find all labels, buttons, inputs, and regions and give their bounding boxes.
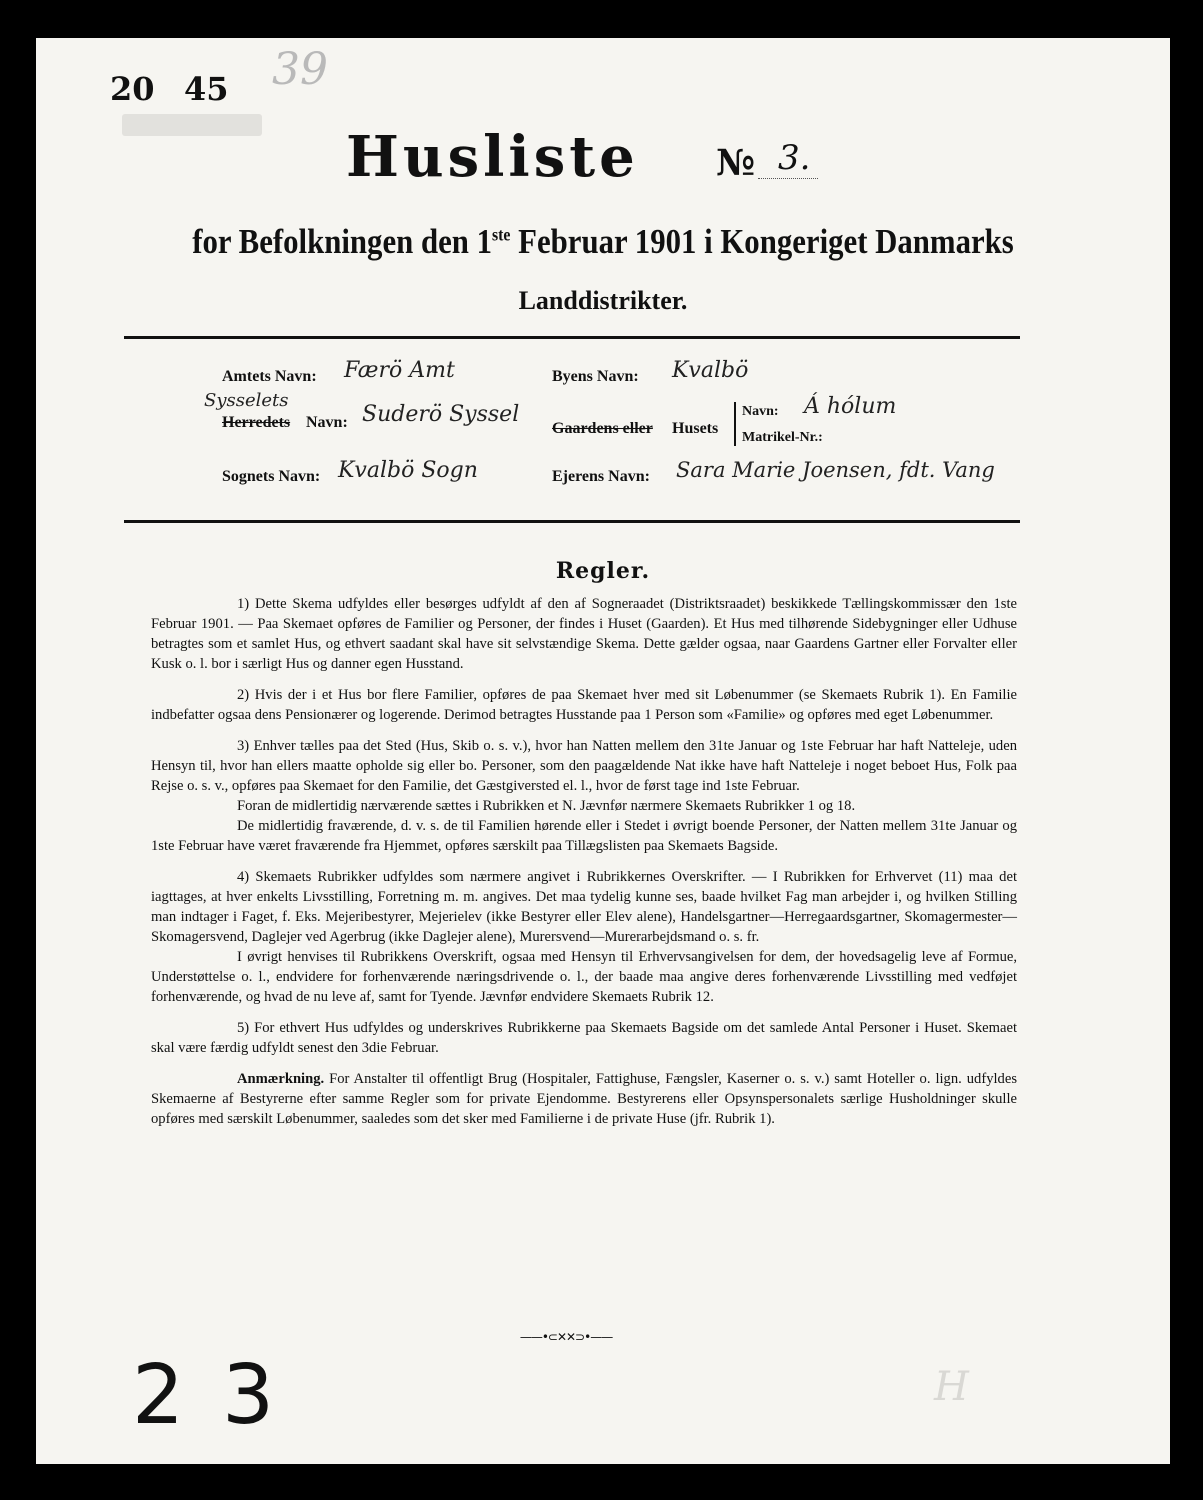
rule-2: 2) Hvis der i et Hus bor flere Familier, opføres de paa Skemaet hver med sit Løbenummer (se Skemaets Rubrik 1). En Familie indbefatter ogsaa dens Pensionærer og logerende. Derimod betragtes Husstande paa 1 Person som «Familie» og opføres med eget Løbenummer. <box>151 687 1017 723</box>
rule-1: 1) Dette Skema udfyldes eller besørges udfyldt af den af Sogneraadet (Distriktsraadet) beskikkede Tællingskommissær den 1ste Februar 1901. — Paa Skemaet opføres de Familier og Personer, der findes i Huset (Gaarden). Et Hus med tilhørende Sidebygninger eller Udhuse betragtes som et samlet Hus, og ethvert saadant skal have sit selvstændige Skema. Dette gælder ogsaa, naar Gaardens Gartner eller Forvalter eller Kusk o. l. bor i særligt Hus og danner egen Husstand. <box>151 596 1017 672</box>
fields-divider <box>124 520 1020 523</box>
amt-value: Færö Amt <box>344 358 455 383</box>
herred-value: Suderö Syssel <box>362 402 520 427</box>
amt-label: Amtets Navn: <box>222 368 317 385</box>
syssel-handwritten: Sysselets <box>204 390 289 411</box>
field-brace <box>734 402 736 446</box>
handwritten-number-1: 2 <box>132 1348 185 1443</box>
rule-3: 3) Enhver tælles paa det Sted (Hus, Skib o. s. v.), hvor han Natten mellem den 31te Januar og 1ste Februar har haft Natteleje, uden Hensyn til, hvor han ellers maatte opholde sig eller bo. Personer, som den paagældende Nat ikke have haft Natteleje i noget beboet Hus, Folk paa Rejse o. s. v., opføres paa Skemaet for den Familie, det Gæstgiversted el. l., hvor de først tage ind 1ste Februar. <box>151 738 1017 794</box>
pencil-number: 39 <box>272 44 328 95</box>
ejer-value: Sara Marie Joensen, fdt. Vang <box>676 458 995 482</box>
form-number-b: 45 <box>184 70 229 108</box>
rules-text <box>151 594 1017 1129</box>
matrikel-label: Matrikel-Nr.: <box>742 430 823 445</box>
herred-label: Navn: <box>306 414 348 431</box>
sogn-label: Sognets Navn: <box>222 468 321 485</box>
form-number-a: 20 <box>110 70 155 108</box>
husets-label: Husets <box>672 420 719 437</box>
rule-4: 4) Skemaets Rubrikker udfyldes som nærmere angivet i Rubrikkernes Overskrifter. — I Rubrikken for Erhvervet (11) maa det iagttages, at hver enkelts Livsstilling, Forretning m. m. angives. Det maa tydelig kunne ses, baade hvilket Fag man arbejder i, og hvilken Stilling man indtager i Faget, f. Eks. Mejeribestyrer, Mejerielev (ikke Bestyrer eller Elev alene), Handelsgartner—Herregaardsgartner, Skomagermester—Skomagersvend, Daglejer ved Agerbrug (ikke Daglejer alene), Murersvend—Murerarbejdsmand o. s. fr. <box>151 869 1017 945</box>
number-dotted-line <box>758 178 818 179</box>
navn-value: Á hólum <box>804 394 897 419</box>
by-value: Kvalbö <box>672 358 749 383</box>
gaard-label-struck: Gaardens eller <box>552 420 653 437</box>
annotation-label: Anmærkning. <box>237 1071 325 1087</box>
by-label: Byens Navn: <box>552 368 639 385</box>
census-form-page <box>36 38 1170 1464</box>
annotation-text: For Anstalter til offentligt Brug (Hospitaler, Fattighuse, Fængsler, Kaserner o. s. v.) samt Hoteller o. lign. udfyldes Skemaerne af Bestyrerne efter samme Regler som for private Ejendomme. Bestyrerens eller Opsynspersonalets særlige Husholdninger skulle opføres med særskilt Løbenummer, saaledes som det sker med Familierne i de private Huse (jfr. Rubrik 1). <box>151 1071 1017 1127</box>
list-number: 3. <box>778 138 811 178</box>
faint-stamp-mark <box>122 114 262 136</box>
ejer-label: Ejerens Navn: <box>552 468 650 485</box>
ornament-divider: ——•⊂✕✕⊃•—— <box>519 1330 613 1344</box>
handwritten-number-2: 3 <box>222 1348 275 1443</box>
navn-label: Navn: <box>742 404 779 419</box>
herred-label-struck: Herredets <box>222 414 291 431</box>
number-sign: № <box>716 142 756 184</box>
sogn-value: Kvalbö Sogn <box>338 458 478 483</box>
page-subtitle: for Befolkningen den 1ste Februar 1901 i Kongeriget Danmarks <box>192 222 1014 261</box>
faint-pencil-mark: H <box>934 1364 969 1410</box>
rule-3b: Foran de midlertidig nærværende sættes i Rubrikken et N. Jævnfør nærmere Skemaets Rubrikker 1 og 18. <box>237 798 856 814</box>
page-subtitle-2: Landdistrikter. <box>518 286 688 315</box>
rules-heading: Regler. <box>555 558 651 584</box>
annotation <box>151 1069 1017 1129</box>
top-divider <box>124 336 1020 339</box>
page-title: Husliste <box>346 124 639 190</box>
rule-5: 5) For ethvert Hus udfyldes og underskrives Rubrikkerne paa Skemaets Bagside om det samlede Antal Personer i Huset. Skemaet skal være færdig udfyldt senest den 3die Februar. <box>151 1020 1017 1056</box>
rule-4b: I øvrigt henvises til Rubrikkens Overskrift, ogsaa med Hensyn til Erhvervsangivelsen for dem, der hovedsagelig leve af Formue, Understøttelse o. l., endvidere for forhenværende næringsdrivende o. l., der baade maa angive deres forhenværende Livsstilling med vedføjet forhenværende, og hvad de nu leve af, samt for Tyende. Jævnfør endvidere Skemaets Rubrik 12. <box>151 949 1017 1005</box>
rule-3c: De midlertidig fraværende, d. v. s. de til Familien hørende eller i Stedet i øvrigt boende Personer, der Natten mellem 31te Januar og 1ste Februar have været fraværende fra Hjemmet, opføres særskilt paa Tillægslisten paa Skemaets Bagside. <box>151 818 1017 854</box>
